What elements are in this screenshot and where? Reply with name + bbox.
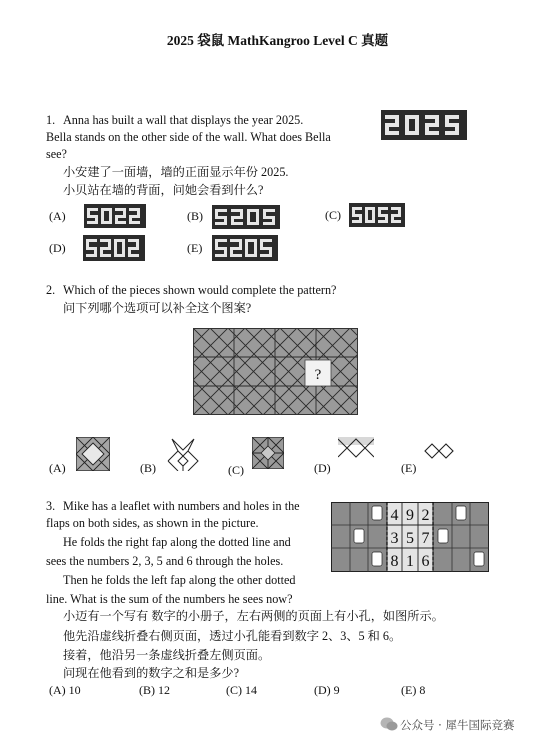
q2-option-b-label[interactable]: (B) xyxy=(140,461,156,475)
grid-cell: 9 xyxy=(406,507,414,524)
q2-option-b-image[interactable] xyxy=(166,437,200,471)
q1-line-4: 小安建了一面墙，墙的正面显示年份 2025. xyxy=(63,165,289,179)
q1-line-2: Bella stands on the other side of the wall. What does Bella xyxy=(46,130,331,144)
q3-line-6: line. What is the sum of the numbers he sees now? xyxy=(46,592,293,606)
q1-option-d-label[interactable]: (D) xyxy=(49,241,66,255)
q3-line-3: He folds the right fap along the dotted line and xyxy=(63,535,291,549)
q2-option-c-image[interactable] xyxy=(252,437,284,469)
q3-line-4: sees the numbers 2, 3, 5 and 6 through the holes. xyxy=(46,554,284,568)
q1-option-c-label[interactable]: (C) xyxy=(325,208,341,222)
page-title: 2025 袋鼠 MathKangroo Level C 真题 xyxy=(166,33,389,48)
q3-line-10: 问现在他看到的数字之和是多少? xyxy=(63,666,240,680)
wall-2025-image xyxy=(381,110,467,140)
q1-option-a-label[interactable]: (A) xyxy=(49,209,66,223)
q2-pattern-image xyxy=(193,328,358,415)
q3-option-d[interactable]: (D) 9 xyxy=(314,683,340,697)
q1-line-3: see? xyxy=(46,147,67,161)
q2-option-e-label[interactable]: (E) xyxy=(401,461,417,475)
q2-option-a-label[interactable]: (A) xyxy=(49,461,66,475)
grid-cell: 7 xyxy=(421,530,430,547)
q2-line-2: 问下列哪个选项可以补全这个图案? xyxy=(63,301,252,315)
q1-line-5: 小贝站在墙的背面，问她会看到什么? xyxy=(63,183,264,197)
q2-number: 2. xyxy=(46,283,56,297)
q1-option-d-image[interactable] xyxy=(83,235,145,261)
q1-option-c-image[interactable] xyxy=(349,203,405,227)
q1-option-e-image[interactable] xyxy=(212,235,278,261)
q2-question-mark: ? xyxy=(314,367,322,383)
q2-option-a-image[interactable] xyxy=(76,437,110,471)
q1-option-b-label[interactable]: (B) xyxy=(187,209,203,223)
grid-cell: 4 xyxy=(390,507,399,524)
q3-line-5: Then he folds the left fap along the other dotted xyxy=(63,573,296,587)
q2-option-c-label[interactable]: (C) xyxy=(228,463,244,477)
q3-line-9: 接着，他沿另一条虚线折叠左侧页面。 xyxy=(63,648,271,662)
q3-line-8: 他先沿虚线折叠右侧页面，透过小孔能看到数字 2、3、5 和 6。 xyxy=(63,629,402,643)
q3-option-e[interactable]: (E) 8 xyxy=(401,683,426,697)
q1-option-a-image[interactable] xyxy=(84,204,146,228)
grid-cell: 8 xyxy=(390,553,399,570)
grid-cell: 3 xyxy=(390,530,399,547)
q1-line-1: Anna has built a wall that displays the year 2025. xyxy=(63,113,304,127)
q3-line-1: Mike has a leaflet with numbers and holes in the xyxy=(63,499,300,513)
q1-number: 1. xyxy=(46,113,56,127)
q3-option-c[interactable]: (C) 14 xyxy=(226,683,257,697)
q3-leaflet-image xyxy=(331,502,489,572)
q3-line-2: flaps on both sides, as shown in the picture. xyxy=(46,516,259,530)
q2-option-e-image[interactable] xyxy=(424,440,456,462)
q2-option-d-image[interactable] xyxy=(338,437,374,463)
q2-line-1: Which of the pieces shown would complete the pattern? xyxy=(63,283,337,297)
grid-cell: 2 xyxy=(421,507,430,524)
q2-option-d-label[interactable]: (D) xyxy=(314,461,331,475)
grid-cell: 5 xyxy=(406,530,414,547)
q3-number: 3. xyxy=(46,499,56,513)
grid-cell: 6 xyxy=(421,553,430,570)
grid-cell: 1 xyxy=(406,553,414,570)
watermark-text: 公众号 · 犀牛国际竞赛 xyxy=(400,718,515,732)
q1-option-e-label[interactable]: (E) xyxy=(187,241,203,255)
q3-option-b[interactable]: (B) 12 xyxy=(139,683,170,697)
q3-option-a[interactable]: (A) 10 xyxy=(49,683,81,697)
q3-line-7: 小迈有一个写有 数字的小册子，左右两侧的页面上有小孔，如图所示。 xyxy=(63,609,444,623)
chat-bubble-icon xyxy=(380,716,398,732)
q1-option-b-image[interactable] xyxy=(212,205,280,229)
